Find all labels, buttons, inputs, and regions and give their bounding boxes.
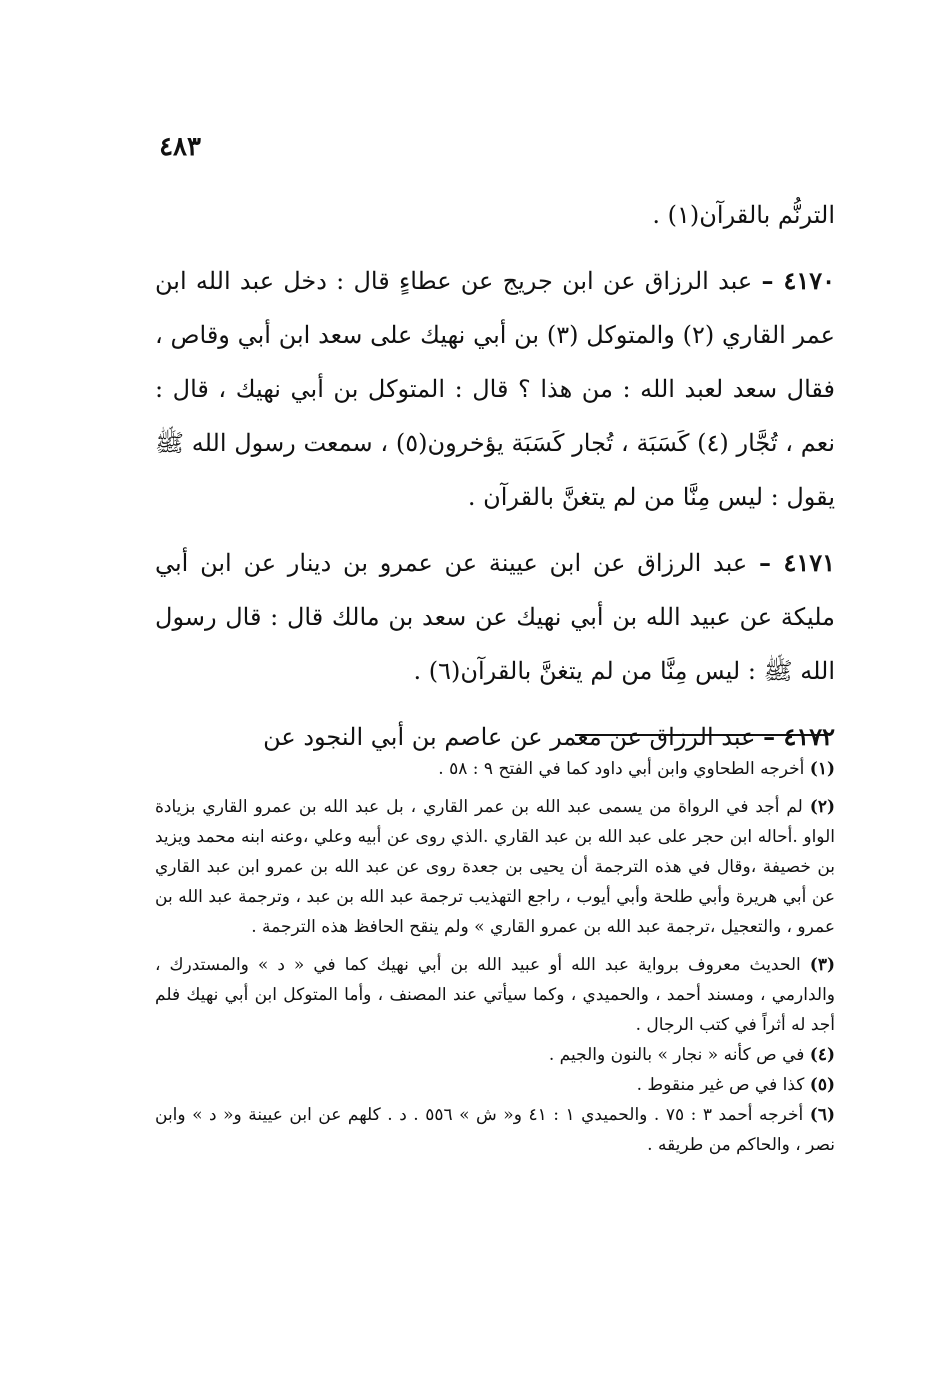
hadith-number: ٤١٧٠ – [761,266,835,295]
hadith-number: ٤١٧١ – [758,548,836,577]
hadith-4171 [155,536,835,698]
footnote-mark: (٥) [809,1075,835,1095]
footnote-mark: (٤) [809,1045,835,1065]
footnote-5 [155,1070,835,1100]
hadith-text: عبد الرزاق عن ابن جريج عن عطاءٍ قال : دخل عبد الله ابن عمر القاري (٢) والمتوكل (٣) بن أبي نهيك على سعد ابن أبي وقاص ، فقال سعد لعبد الله : من هذا ؟ قال : المتوكل بن أبي نهيك ، قال : نعم ، تُجَّار (٤) كَسَبَة ، تُجار كَسَبَة يؤخرون(٥) ، سمعت رسول الله ﷺ يقول : ليس مِنَّا من لم يتغنَّ بالقرآن . [155,267,835,511]
paragraph-text: الترنُّم بالقرآن(١) . [652,201,835,229]
paragraph-continuation [155,188,835,242]
footnote-text: أخرجه أحمد ٣ : ٧٥ . والحميدي ١ : ٤١ و« ش » ٥٥٦ . د . كلهم عن ابن عيينة و« د » وابن نصر ، والحاكم من طريقه . [155,1105,835,1155]
footnote-mark: (٣) [809,955,836,975]
main-text [155,188,835,764]
footnote-6 [155,1100,835,1160]
hadith-text: عبد الرزاق عن معمر عن عاصم بن أبي النجود عن [263,723,756,751]
footnote-2 [155,792,835,942]
footnote-separator [575,734,827,736]
footnote-mark: (٢) [809,797,835,817]
footnote-mark: (٦) [809,1105,835,1125]
hadith-4170 [155,254,835,524]
footnote-mark: (١) [809,759,835,779]
footnote-text: أخرجه الطحاوي وابن أبي داود كما في الفتح ٩ : ٥٨ . [438,759,805,779]
page-number: ٤٨٣ [159,132,201,162]
footnote-1 [155,754,835,784]
footnote-text: الحديث معروف برواية عبد الله أو عبيد الله بن أبي نهيك كما في « د » والمستدرك ، والدارمي ، ومسند أحمد ، والحميدي ، وكما سيأتي عند المصنف ، وأما المتوكل ابن أبي نهيك فلم أجد له أثراً في كتب الرجال . [155,955,835,1035]
hadith-text: عبد الرزاق عن ابن عيينة عن عمرو بن دينار عن ابن أبي مليكة عن عبيد الله بن أبي نهيك عن سعد بن مالك قال : قال رسول الله ﷺ : ليس مِنَّا من لم يتغنَّ بالقرآن(٦) . [155,549,835,685]
footnote-3 [155,950,835,1040]
hadith-number: ٤١٧٢ – [763,722,835,751]
footnote-4 [155,1040,835,1070]
footnotes [155,754,835,1160]
footnote-text: لم أجد في الرواة من يسمى عبد الله بن عمر القاري ، بل عبد الله بن عمرو القاري بزيادة الواو .أحاله ابن حجر على عبد الله بن عبد القاري .الذي روى عن أبيه وعلي ،وعنه ابنه محمد ويزيد بن خصيفة ،وقال في هذه الترجمة أن يحيى بن جعدة روى عن عبد الله بن عمرو ابن عبد القاري عن أبي هريرة وأبي طلحة وأبي أيوب ، راجع التهذيب ترجمة عبد الله بن عبد ، وترجمة عبد الله بن عمرو ، والتعجيل ،ترجمة عبد الله بن عمرو القاري » ولم ينقح الحافظ هذه الترجمة . [155,797,835,937]
footnote-text: في ص كأنه « نجار » بالنون والجيم . [548,1045,805,1065]
footnote-text: كذا في ص غير منقوط . [636,1075,805,1095]
